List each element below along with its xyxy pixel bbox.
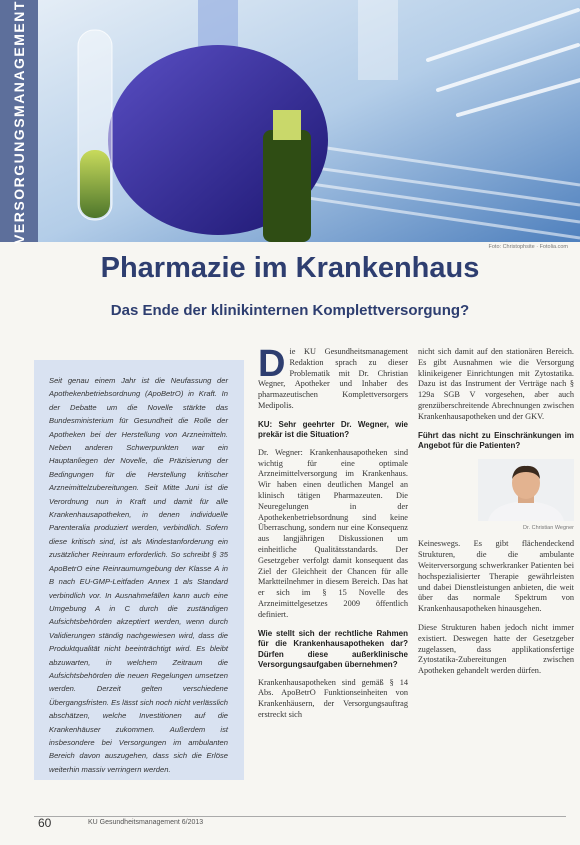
article-subheadline: Das Ende der klinikinternen Komplettversorgung? (110, 302, 470, 319)
page-number: 60 (38, 816, 52, 830)
intro-text: ie KU Gesundheitsmanagement Redaktion sprach zu dieser Problematik mit Dr. Christian Wegner, Apotheker und Inhaber des pharmazeutischen Komplettversorgers Medipolis. (258, 347, 408, 410)
dropcap: D (258, 347, 286, 385)
intro-paragraph (258, 347, 408, 412)
portrait-figure (478, 459, 574, 534)
answer-3: Keineswegs. Es gibt flächendeckend Strukturen, die die ambulante Weiterversorgung schwerkranker Patienten bei hochspezialisierter Therapie gewährleisten und dabei Dienstleistungen anbieten, die weit über das normale Spektrum von Krankenhausapotheken hinausgehen. (418, 539, 574, 614)
section-label: VERSORGUNGSMANAGEMENT (11, 0, 27, 244)
paragraph-final: Diese Strukturen haben jedoch nicht immer existiert. Deswegen hatte der Gesetzgeber zugelassen, dass applikationsfertige Zytostatika-Zubereitungen zwischen Apotheken gehandelt werden dürfen. (418, 622, 574, 676)
question-1: KU: Sehr geehrter Dr. Wegner, wie prekär ist die Situation? (258, 419, 408, 440)
portrait-caption: Dr. Christian Wegner (523, 524, 574, 531)
intro-sidebar-text: Seit genau einem Jahr ist die Neufassung der Apothekenbetriebsordnung (ApoBetrO) in Kraft. In der Debatte um die Novelle stärkte das Bundesministerium für Gesundheit die Rolle der Apotheken bei der Herstellung von Arzneimitteln. Neben anderen Schwerpunkten war ein Hauptanliegen der Novelle, die Präzisierung der Bedingungen für die Herstellung kritischer Arzneimittelzubereitungen. Seit Mitte Juni ist die Verordnung nun in Kraft und damit für alle Krankenhausapotheken, in denen individuelle Parenteralia produziert werden, verbindlich. Sofern diese kritisch sind, ist als Mindestanforderung ein zusätzlicher Reinraum erforderlich. So schreibt § 35 ApoBetrO eine Reinraumumgebung der Klasse A in B nach EU-GMP-Leitfaden Annex 1 als Standard verbindlich vor. In Ausnahmefällen kann auch eine Umgebung A in C durch die zuständigen Aufsichtsbehörden akzeptiert werden, wenn durch Validierungen ständig nachgewiesen wird, dass die Produktqualität nicht beeinträchtigt wird. Es bleibt abzuwarten, in welchem Zeitraum die Aufsichtsbehörden die neuen Regelungen umsetzen werden. Derzeit gelten verschiedene Übergangsfristen. Es lässt sich noch nicht verlässlich abschätzen, welche Investitionen auf die Krankenhäuser zukommen. Außerdem ist insbesondere bei Versorgungen im ambulanten Bereich davon auszugehen, dass sich die Erlöse weiterhin massiv verringern werden. (49, 376, 228, 774)
publication-name: KU Gesundheitsmanagement 6/2013 (88, 819, 204, 826)
paragraph-continued: nicht sich damit auf den stationären Bereich. Es gibt Ausnahmen wie die Versorgung klinikeigener Einrichtungen mit Zytostatika. Dazu ist das Instrument der Verträge nach § 129a SGB V vorgesehen, aber auch grenzüberschreitende Abrechnungen zwischen Krankenhausapotheken und der GKV. (418, 347, 574, 421)
header-photo (38, 0, 580, 242)
question-3: Führt das nicht zu Einschränkungen im Angebot für die Patienten? (418, 430, 574, 451)
footer-rule (34, 816, 566, 817)
answer-2: Krankenhausapotheken sind gemäß § 14 Abs. ApoBetrO Funktionseinheiten von Krankenhäusern, der Versorgungsauftrag erstreckt sich (258, 677, 408, 719)
intro-sidebar (34, 360, 244, 780)
article-headline: Pharmazie im Krankenhaus (100, 252, 480, 284)
lab-glassware-image (38, 0, 580, 242)
article-column-middle (258, 347, 408, 807)
question-2: Wie stellt sich der rechtliche Rahmen für die Krankenhausapotheken dar? Dürfen diese außerklinische Versorgungsaufgaben übernehmen? (258, 628, 408, 670)
section-banner (0, 0, 38, 242)
article-column-right (418, 347, 574, 817)
answer-1: Dr. Wegner: Krankenhausapotheken sind wichtig für eine optimale Arzneimittelversorgung im Krankenhaus. Wir haben einen deutlichen Mangel an klinisch tätigen Pharmazeuten. Die Neuregelungen in der Apothekenbetriebsordnung sind keine Überraschung, sondern nur eine Konsequenz aus langjährigen Diskussionen um einheitliche Qualitätsstandards. Der Gesetzgeber verfolgt damit konsequent das Ziel der Gleichheit der Chancen für alle Marktteilnehmer in diesem Bereich. Das hat er sich im § 15 Novelle des Arzneimittelgesetzes 2009 öffentlich definiert. (258, 447, 408, 619)
photo-credit: Foto: Christophsite · Fotolia.com (488, 244, 568, 250)
portrait-image (478, 459, 574, 521)
